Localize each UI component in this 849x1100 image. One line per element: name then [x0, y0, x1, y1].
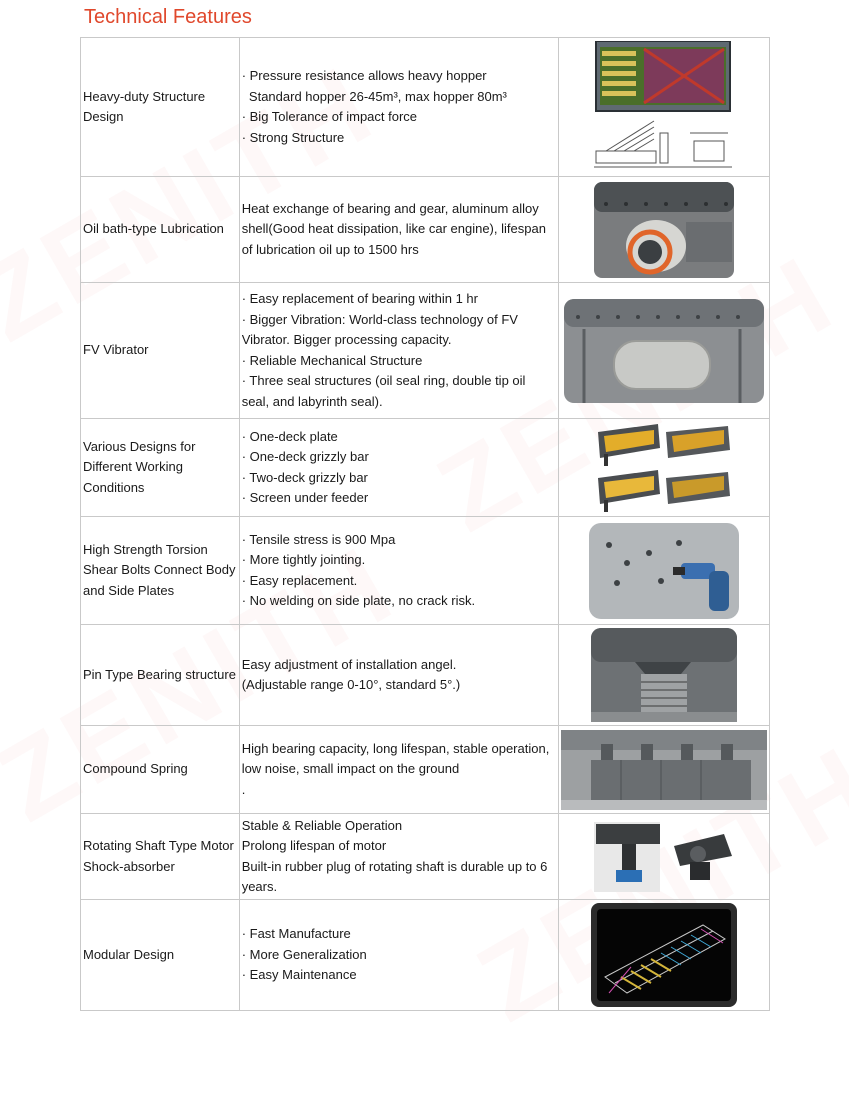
feature-image-cell: [559, 625, 770, 726]
feature-name-cell: High Strength Torsion Shear Bolts Connect Body and Side Plates: [81, 517, 240, 625]
feature-image-cell: [559, 517, 770, 625]
table-row: [81, 625, 770, 726]
table-row: [81, 419, 770, 517]
feeder-structure-image: [594, 41, 734, 173]
feature-image-cell: [559, 726, 770, 814]
bearing-image: [591, 628, 737, 722]
modular-cad-image: [591, 903, 737, 1007]
feature-image-cell: [559, 814, 770, 900]
feature-name-cell: Rotating Shaft Type Motor Shock-absorber: [81, 814, 240, 900]
feature-image-cell: [559, 38, 770, 177]
table-row: [81, 283, 770, 419]
feature-name-cell: Heavy-duty Structure Design: [81, 38, 240, 177]
lubrication-image: [594, 182, 734, 278]
feature-description-cell: · Easy replacement of bearing within 1 hr · Bigger Vibration: World-class technology of FV Vibrator. Bigger processing capacity. · Reliable Mechanical Structure · Three seal structures (oil seal ring, double tip oil seal, and labyrinth seal).: [239, 283, 558, 419]
feature-description-cell: · One-deck plate · One-deck grizzly bar · Two-deck grizzly bar · Screen under feeder: [239, 419, 558, 517]
table-row: [81, 517, 770, 625]
deck-designs-image: [594, 422, 734, 514]
feature-description-cell: · Tensile stress is 900 Mpa · More tightly jointing. · Easy replacement. · No welding on side plate, no crack risk.: [239, 517, 558, 625]
bolts-image: [589, 523, 739, 619]
feature-name-cell: Various Designs for Different Working Conditions: [81, 419, 240, 517]
vibrator-image: [564, 299, 764, 403]
table-row: [81, 726, 770, 814]
spring-image: [561, 730, 767, 810]
feature-name-cell: Oil bath-type Lubrication: [81, 177, 240, 283]
table-row: [81, 38, 770, 177]
table-row: [81, 900, 770, 1011]
feature-name-cell: Compound Spring: [81, 726, 240, 814]
features-table: [80, 37, 770, 1011]
shock-absorber-image: [594, 822, 734, 892]
feature-name-cell: Pin Type Bearing structure: [81, 625, 240, 726]
feature-description-cell: Stable & Reliable Operation Prolong lifespan of motor Built-in rubber plug of rotating shaft is durable up to 6 years.: [239, 814, 558, 900]
feature-name-cell: FV Vibrator: [81, 283, 240, 419]
feature-name-cell: Modular Design: [81, 900, 240, 1011]
feature-description-cell: · Pressure resistance allows heavy hopper Standard hopper 26-45m³, max hopper 80m³ · Big Tolerance of impact force · Strong Structure: [239, 38, 558, 177]
feature-image-cell: [559, 283, 770, 419]
feature-description-cell: Easy adjustment of installation angel. (Adjustable range 0-10°, standard 5°.): [239, 625, 558, 726]
table-row: [81, 177, 770, 283]
feature-description-cell: · Fast Manufacture · More Generalization · Easy Maintenance: [239, 900, 558, 1011]
feature-description-cell: Heat exchange of bearing and gear, aluminum alloy shell(Good heat dissipation, like car engine), lifespan of lubrication oil up to 1500 hrs: [239, 177, 558, 283]
feature-image-cell: [559, 177, 770, 283]
feature-image-cell: [559, 900, 770, 1011]
feature-image-cell: [559, 419, 770, 517]
page-title: Technical Features: [84, 6, 252, 28]
feature-description-cell: High bearing capacity, long lifespan, stable operation, low noise, small impact on the ground .: [239, 726, 558, 814]
table-row: [81, 814, 770, 900]
